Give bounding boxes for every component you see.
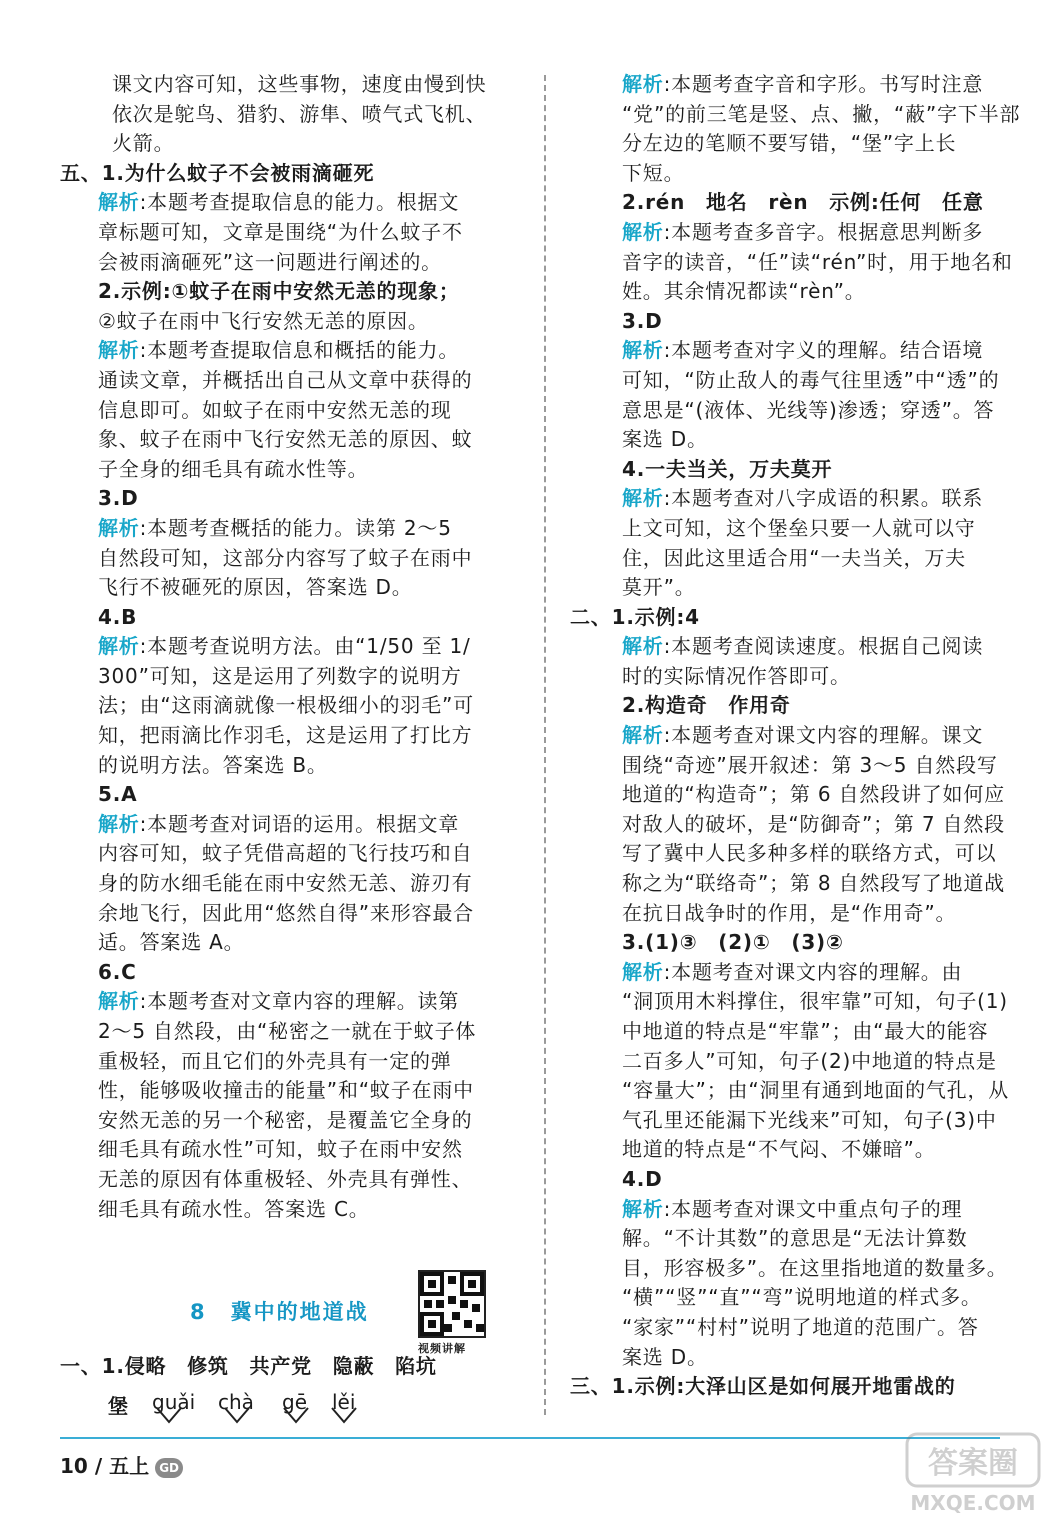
right-line [570,691,1005,721]
right-line [570,307,1005,337]
right-line [570,573,1005,603]
question-number: 3. [622,308,646,333]
line-text: “党”的前三笔是竖、点、撇，“蔽”字下半部 [622,101,1021,126]
right-line [570,514,1005,544]
right-line [570,248,1013,278]
line-text: 法；由“这雨滴就像一根极细小的羽毛”可 [98,693,474,718]
right-line [570,129,1005,159]
section-marker: 二、 [570,604,612,629]
right-line [570,928,1005,958]
line-text: 章标题可知，文章是围绕“为什么蚊子不 [98,219,463,244]
question-number: 2. [622,190,646,215]
line-text: “家家”“村村”说明了地道的范围广。答 [622,1314,979,1339]
left-line [60,248,525,278]
check-mark-icon [330,1402,358,1424]
line-text: D [645,308,663,333]
analysis-label: 解析 [622,219,664,244]
line-text: 知，把雨滴比作羽毛，这是运用了打比方 [98,723,473,748]
line-text: 身的防水细毛能在雨中安然无恙、游刃有 [98,871,473,896]
line-text: 为什么蚊子不会被雨滴砸死 [124,160,375,185]
right-line [570,662,1005,692]
left-line [60,1017,525,1047]
answer-text: 侵略 修筑 共产党 隐蔽 陷坑 [124,1354,437,1378]
footer-rule [60,1437,1000,1439]
line-text: :本题考查对词语的运用。根据文章 [139,811,460,836]
left-line [60,484,525,514]
right-line [570,1135,1005,1165]
left-line [60,899,525,929]
svg-text:MXQE.COM: MXQE.COM [910,1491,1036,1515]
line-text: 示例:大泽山区是如何展开地雷战的 [634,1374,956,1399]
right-line [570,425,1005,455]
right-line [570,188,1005,218]
line-text: 余地飞行，因此用“悠然自得”来形容最合 [98,900,474,925]
right-line [570,455,1005,485]
question-number: 1. [611,1374,635,1399]
right-line [570,366,1005,396]
line-text: 会被雨滴砸死”这一问题进行阐述的。 [98,249,442,274]
line-text: 自然段可知，这部分内容写了蚊子在雨中 [98,545,473,570]
left-line [60,425,525,455]
right-line [570,1165,1005,1195]
page-footer [60,1450,183,1479]
line-text: 示例:①蚊子在雨中安然无恙的现象； [121,279,460,304]
line-text: 细毛具有疏水性。答案选 C。 [98,1196,370,1221]
question-number: 4. [622,1166,646,1191]
left-line [60,810,525,840]
section-marker: 一、 [60,1354,102,1378]
analysis-label: 解析 [622,959,664,984]
line-text: rén 地名 rèn 示例:任何 任意 [645,190,984,215]
question-number: 1. [611,604,635,629]
left-line [60,1106,525,1136]
right-line [570,277,1005,307]
analysis-label: 解析 [98,811,140,836]
line-text: 在抗日战争时的作用，是“作用奇”。 [622,900,957,925]
right-line [570,1224,1005,1254]
line-text: D [645,1166,663,1191]
left-line [60,632,525,662]
line-text: 时的实际情况作答即可。 [622,663,851,688]
right-line [570,544,1005,574]
line-text: 住，因此这里适合用“一夫当关，万夫 [622,545,966,570]
right-line [570,899,1005,929]
line-text: 适。答案选 A。 [98,930,245,955]
pinyin-char: 堡 [108,1394,128,1418]
line-text: 重极轻，而且它们的外壳具有一定的弹 [98,1048,452,1073]
right-line [570,839,1005,869]
left-line [60,573,525,603]
pinyin-3: gē [282,1390,307,1414]
right-line [570,1106,1005,1136]
line-text: :本题考查提取信息和概括的能力。 [139,338,460,363]
line-text: D [121,486,139,511]
line-text: 无恙的原因有体重极轻、外壳具有弹性、 [98,1166,473,1191]
line-text: 写了冀中人民多种多样的联络方式，可以 [622,841,997,866]
analysis-label: 解析 [98,190,140,215]
right-line [570,1254,1008,1284]
line-text: “横”“竖”“直”“弯”说明地道的样式多。 [622,1285,982,1310]
left-line [60,336,525,366]
line-text: 对敌人的破坏，是“防御奇”；第 7 自然段 [622,811,1005,836]
right-line [570,780,1005,810]
right-line [570,869,1005,899]
line-text: 中地道的特点是“牢靠”；由“最大的能容 [622,1019,989,1043]
line-text: 下短。 [622,160,685,185]
line-text: :本题考查对文章内容的理解。读第 [139,989,460,1014]
line-text: 细毛具有疏水性”可知，蚊子在雨中安然 [98,1137,463,1162]
right-line [570,1047,1005,1077]
pinyin-4: lěi [332,1390,356,1414]
right-line [570,159,1005,189]
question-number: 3. [98,486,122,511]
right-line [570,1195,1005,1225]
left-line [60,396,525,426]
left-line [60,958,525,988]
line-text: 飞行不被砸死的原因，答案选 D。 [98,575,413,600]
line-text: 目，形容极多”。在这里指地道的数量多。 [622,1255,1008,1280]
right-line [570,1283,1005,1313]
line-text: 2～5 自然段，由“秘密之一就在于蚊子体 [98,1019,477,1043]
left-line [60,70,525,100]
analysis-label: 解析 [622,634,664,659]
column-divider [544,75,546,1415]
left-line [60,514,525,544]
lesson-title: 冀中的地道战 [230,1300,369,1324]
question-number: 2. [98,279,122,304]
analysis-label: 解析 [622,1196,664,1221]
line-text: 性，能够吸收撞击的能量”和“蚊子在雨中 [98,1078,474,1103]
section-marker: 五、 [60,160,102,185]
analysis-label: 解析 [98,634,140,659]
right-line [570,987,1008,1017]
line-text: :本题考查对八字成语的积累。联系 [663,486,984,511]
line-text: 火箭。 [112,131,175,156]
line-text: C [121,959,137,984]
analysis-label: 解析 [622,723,664,748]
line-text: 象、蚊子在雨中飞行安然无恙的原因、蚊 [98,427,473,452]
analysis-label: 解析 [98,515,140,540]
line-text: 意思是“(液体、光线等)渗透；穿透”。答 [622,397,995,422]
line-text: 气孔里还能漏下光线来”可知，句子(3)中 [622,1107,997,1132]
left-line [60,662,525,692]
line-text: :本题考查提取信息的能力。根据文 [139,190,460,215]
line-text: A [121,782,138,807]
check-mark-icon [223,1402,251,1424]
right-line [570,396,1005,426]
right-line [570,1343,1005,1373]
left-line [60,277,525,307]
line-text: 案选 D。 [622,1344,708,1369]
line-text: :本题考查多音字。根据意思判断多 [663,219,984,244]
line-text: ②蚊子在雨中飞行安然无恙的原因。 [98,308,429,333]
right-line [570,336,1005,366]
lesson-heading [190,1296,369,1326]
line-text: :本题考查对课文中重点句子的理 [663,1196,963,1221]
analysis-label: 解析 [98,338,140,363]
line-text: :本题考查说明方法。由“1/50 至 1/ [139,634,471,659]
left-line [60,1195,525,1225]
right-line [570,721,1005,751]
line-text: 安然无恙的另一个秘密，是覆盖它全身的 [98,1107,473,1132]
line-text: 通读文章，并概括出自己从文章中获得的 [98,367,473,392]
line-text: :本题考查概括的能力。读第 2～5 [139,515,452,540]
check-mark-icon [282,1402,310,1424]
line-text: :本题考查阅读速度。根据自己阅读 [663,634,984,659]
line-text: 案选 D。 [622,427,708,452]
line-text: 构造奇 作用奇 [645,693,791,718]
right-line [570,751,1005,781]
question-number: 6. [98,959,122,984]
right-line [570,70,1005,100]
analysis-label: 解析 [622,338,664,363]
line-text: B [121,604,138,629]
line-text: 莫开”。 [622,575,696,600]
line-text: “容量大”；由“洞里有通到地面的气孔，从 [622,1078,1010,1103]
line-text: :本题考查对课文内容的理解。由 [663,959,963,984]
line-text: 地道的“构造奇”；第 6 自然段讲了如何应 [622,782,1005,807]
grade-label: 五上 [109,1454,150,1478]
line-text: 围绕“奇迹”展开叙述：第 3～5 自然段写 [622,752,998,777]
right-line [570,632,1005,662]
pinyin-2: chà [218,1390,254,1414]
question-number: 1. [101,160,125,185]
left-line [60,987,525,1017]
lesson-number: 8 [190,1300,207,1324]
line-text: 可知，“防止敌人的毒气往里透”中“透”的 [622,367,1000,392]
left-line [60,751,525,781]
left-line [60,869,525,899]
analysis-label: 解析 [622,72,664,96]
line-text: 信息即可。如蚊子在雨中安然无恙的现 [98,397,452,422]
line-text: 姓。其余情况都读“rèn”。 [622,279,866,304]
page-number: 10 [60,1454,88,1478]
line-text: 音字的读音，“任”读“rén”时，用于地名和 [622,249,1013,274]
question-number: 4. [98,604,122,629]
line-text: 示例:4 [634,604,700,629]
pinyin-1: guǎi [152,1390,196,1414]
line-text: 称之为“联络奇”；第 8 自然段写了地道战 [622,871,1005,896]
watermark-logo [903,1428,1043,1518]
right-line [570,958,1005,988]
qr-code-icon[interactable] [418,1270,486,1338]
analysis-label: 解析 [622,486,664,511]
left-line [60,928,525,958]
left-line [60,691,525,721]
left-line [60,307,525,337]
svg-text:答案圈: 答案圈 [928,1446,1018,1481]
analysis-label: 解析 [98,989,140,1014]
left-line [60,188,525,218]
left-line [60,839,525,869]
left-line [60,1047,525,1077]
line-text: 内容可知，蚊子凭借高超的飞行技巧和自 [98,841,473,866]
line-text: “洞顶用木料撑住，很牢靠”可知，句子(1) [622,989,1008,1014]
line-text: 依次是鸵鸟、猎豹、游隼、喷气式飞机、 [112,101,487,126]
left-line [60,1165,525,1195]
left-line [60,544,525,574]
line-text: 的说明方法。答案选 B。 [98,752,328,777]
right-line [570,1076,1010,1106]
left-line [60,100,525,130]
question-number: 1. [101,1354,125,1378]
line-text: 课文内容可知，这些事物，速度由慢到快 [112,72,487,96]
question-number: 2. [622,693,646,718]
right-line [570,603,1005,633]
line-text: 解。“不计其数”的意思是“无法计算数 [622,1226,968,1251]
section-marker: 三、 [570,1374,612,1399]
line-text: :本题考查对字义的理解。结合语境 [663,338,984,363]
answer-line-last-left [60,1352,437,1382]
left-line [60,129,525,159]
right-line [570,1372,1005,1402]
line-text: 一夫当关，万夫莫开 [645,456,833,481]
footer-separator: / [94,1454,103,1478]
line-text: :本题考查对课文内容的理解。课文 [663,723,984,748]
right-line [570,218,1005,248]
right-line [570,1313,1005,1343]
left-line [60,455,525,485]
line-text: 地道的特点是“不气闷、不嫌暗”。 [622,1137,936,1162]
line-text: 分左边的笔顺不要写错，“堡”字上长 [622,131,957,156]
left-line [60,1135,525,1165]
line-text: 300”可知，这是运用了列数字的说明方 [98,663,462,688]
line-text: 上文可知，这个堡垒只要一人就可以守 [622,515,976,540]
line-text: :本题考查字音和字形。书写时注意 [663,72,984,96]
line-text: 二百多人”可知，句子(2)中地道的特点是 [622,1048,997,1073]
left-column [60,70,525,1224]
question-number: 5. [98,782,122,807]
right-line [570,1017,1005,1047]
left-line [60,218,525,248]
edition-badge: GD [155,1458,183,1478]
right-line [570,100,1021,130]
qr-caption: 视频讲解 [418,1342,466,1355]
left-line [60,721,525,751]
right-line [570,484,1005,514]
question-number: 4. [622,456,646,481]
left-line [60,603,525,633]
left-line [60,159,525,189]
line-text: (1)③ (2)① (3)② [645,930,844,955]
left-line [60,1076,525,1106]
right-line [570,810,1005,840]
left-line [60,366,525,396]
line-text: 子全身的细毛具有疏水性等。 [98,456,369,481]
check-mark-icon [155,1402,183,1424]
left-line [60,780,525,810]
right-column [570,70,1021,1402]
question-number: 3. [622,930,646,955]
